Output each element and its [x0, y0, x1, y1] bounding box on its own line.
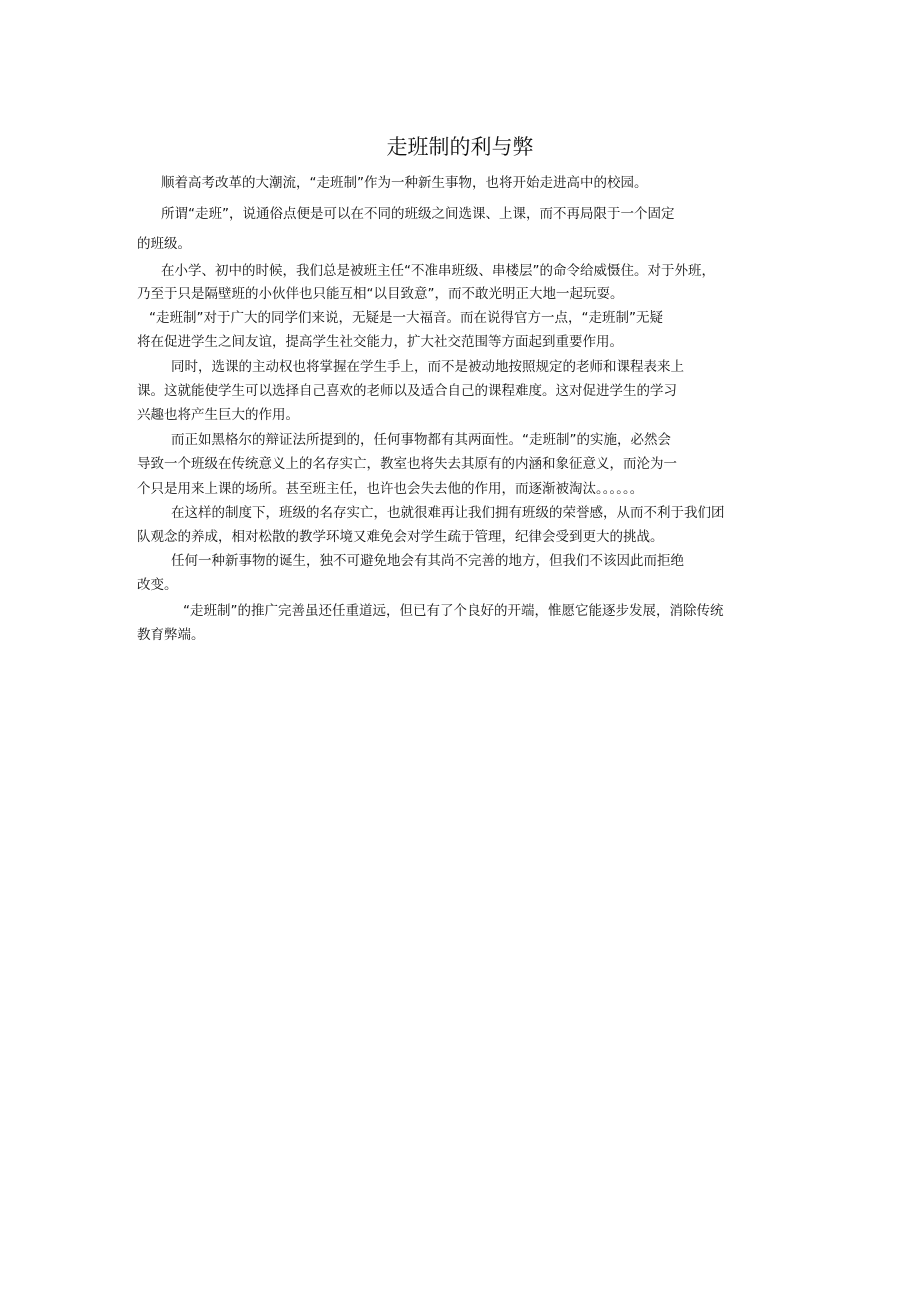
document-title: 走班制的利与弊: [386, 135, 534, 159]
text-line: 而正如黑格尔的辩证法所提到的，任何事物都有其两面性。“走班制”的实施，必然会: [171, 432, 671, 448]
text-line: 同时，选课的主动权也将掌握在学生手上，而不是被动地按照规定的老师和课程表来上: [171, 359, 684, 375]
text-line: 队观念的养成，相对松散的教学环境又难免会对学生疏于管理，纪律会受到更大的挑战。: [137, 529, 664, 545]
text-line: 任何一种新事物的诞生，独不可避免地会有其尚不完善的地方，但我们不该因此而拒绝: [171, 553, 684, 569]
text-line: 在这样的制度下，班级的名存实亡，也就很难再让我们拥有班级的荣誉感，从而不利于我们团: [171, 505, 725, 521]
text-line: 所谓“走班”，说通俗点便是可以在不同的班级之间选课、上课，而不再局限于一个固定: [161, 206, 675, 222]
text-line: 乃至于只是隔壁班的小伙伴也只能互相“以目致意”，而不敢光明正大地一起玩耍。: [137, 286, 624, 302]
text-line: 顺着高考改革的大潮流，“走班制”作为一种新生事物，也将开始走进高中的校园。: [161, 175, 648, 191]
text-line: 在小学、初中的时候，我们总是被班主任“不准串班级、串楼层”的命令给威慑住。对于外班，: [161, 263, 715, 279]
text-line: 课。这就能使学生可以选择自己喜欢的老师以及适合自己的课程难度。这对促进学生的学习: [137, 383, 677, 399]
text-line: “走班制”的推广完善虽还任重道远，但已有了个良好的开端，惟愿它能逐步发展，消除传统: [183, 603, 724, 619]
text-line: 兴趣也将产生巨大的作用。: [137, 407, 299, 423]
text-line: 个只是用来上课的场所。甚至班主任，也许也会失去他的作用，而逐渐被淘汰。。。。。。: [137, 481, 644, 497]
text-line: 将在促进学生之间友谊，提高学生社交能力，扩大社交范围等方面起到重要作用。: [137, 334, 623, 350]
text-line: “走班制”对于广大的同学们来说，无疑是一大福音。而在说得官方一点，“走班制”无疑: [149, 310, 663, 326]
text-line: 教育弊端。: [137, 627, 205, 643]
text-line: 改变。: [137, 577, 178, 593]
text-line: 导致一个班级在传统意义上的名存实亡，教室也将失去其原有的内涵和象征意义，而沦为一: [137, 456, 677, 472]
text-line: 的班级。: [137, 236, 191, 252]
